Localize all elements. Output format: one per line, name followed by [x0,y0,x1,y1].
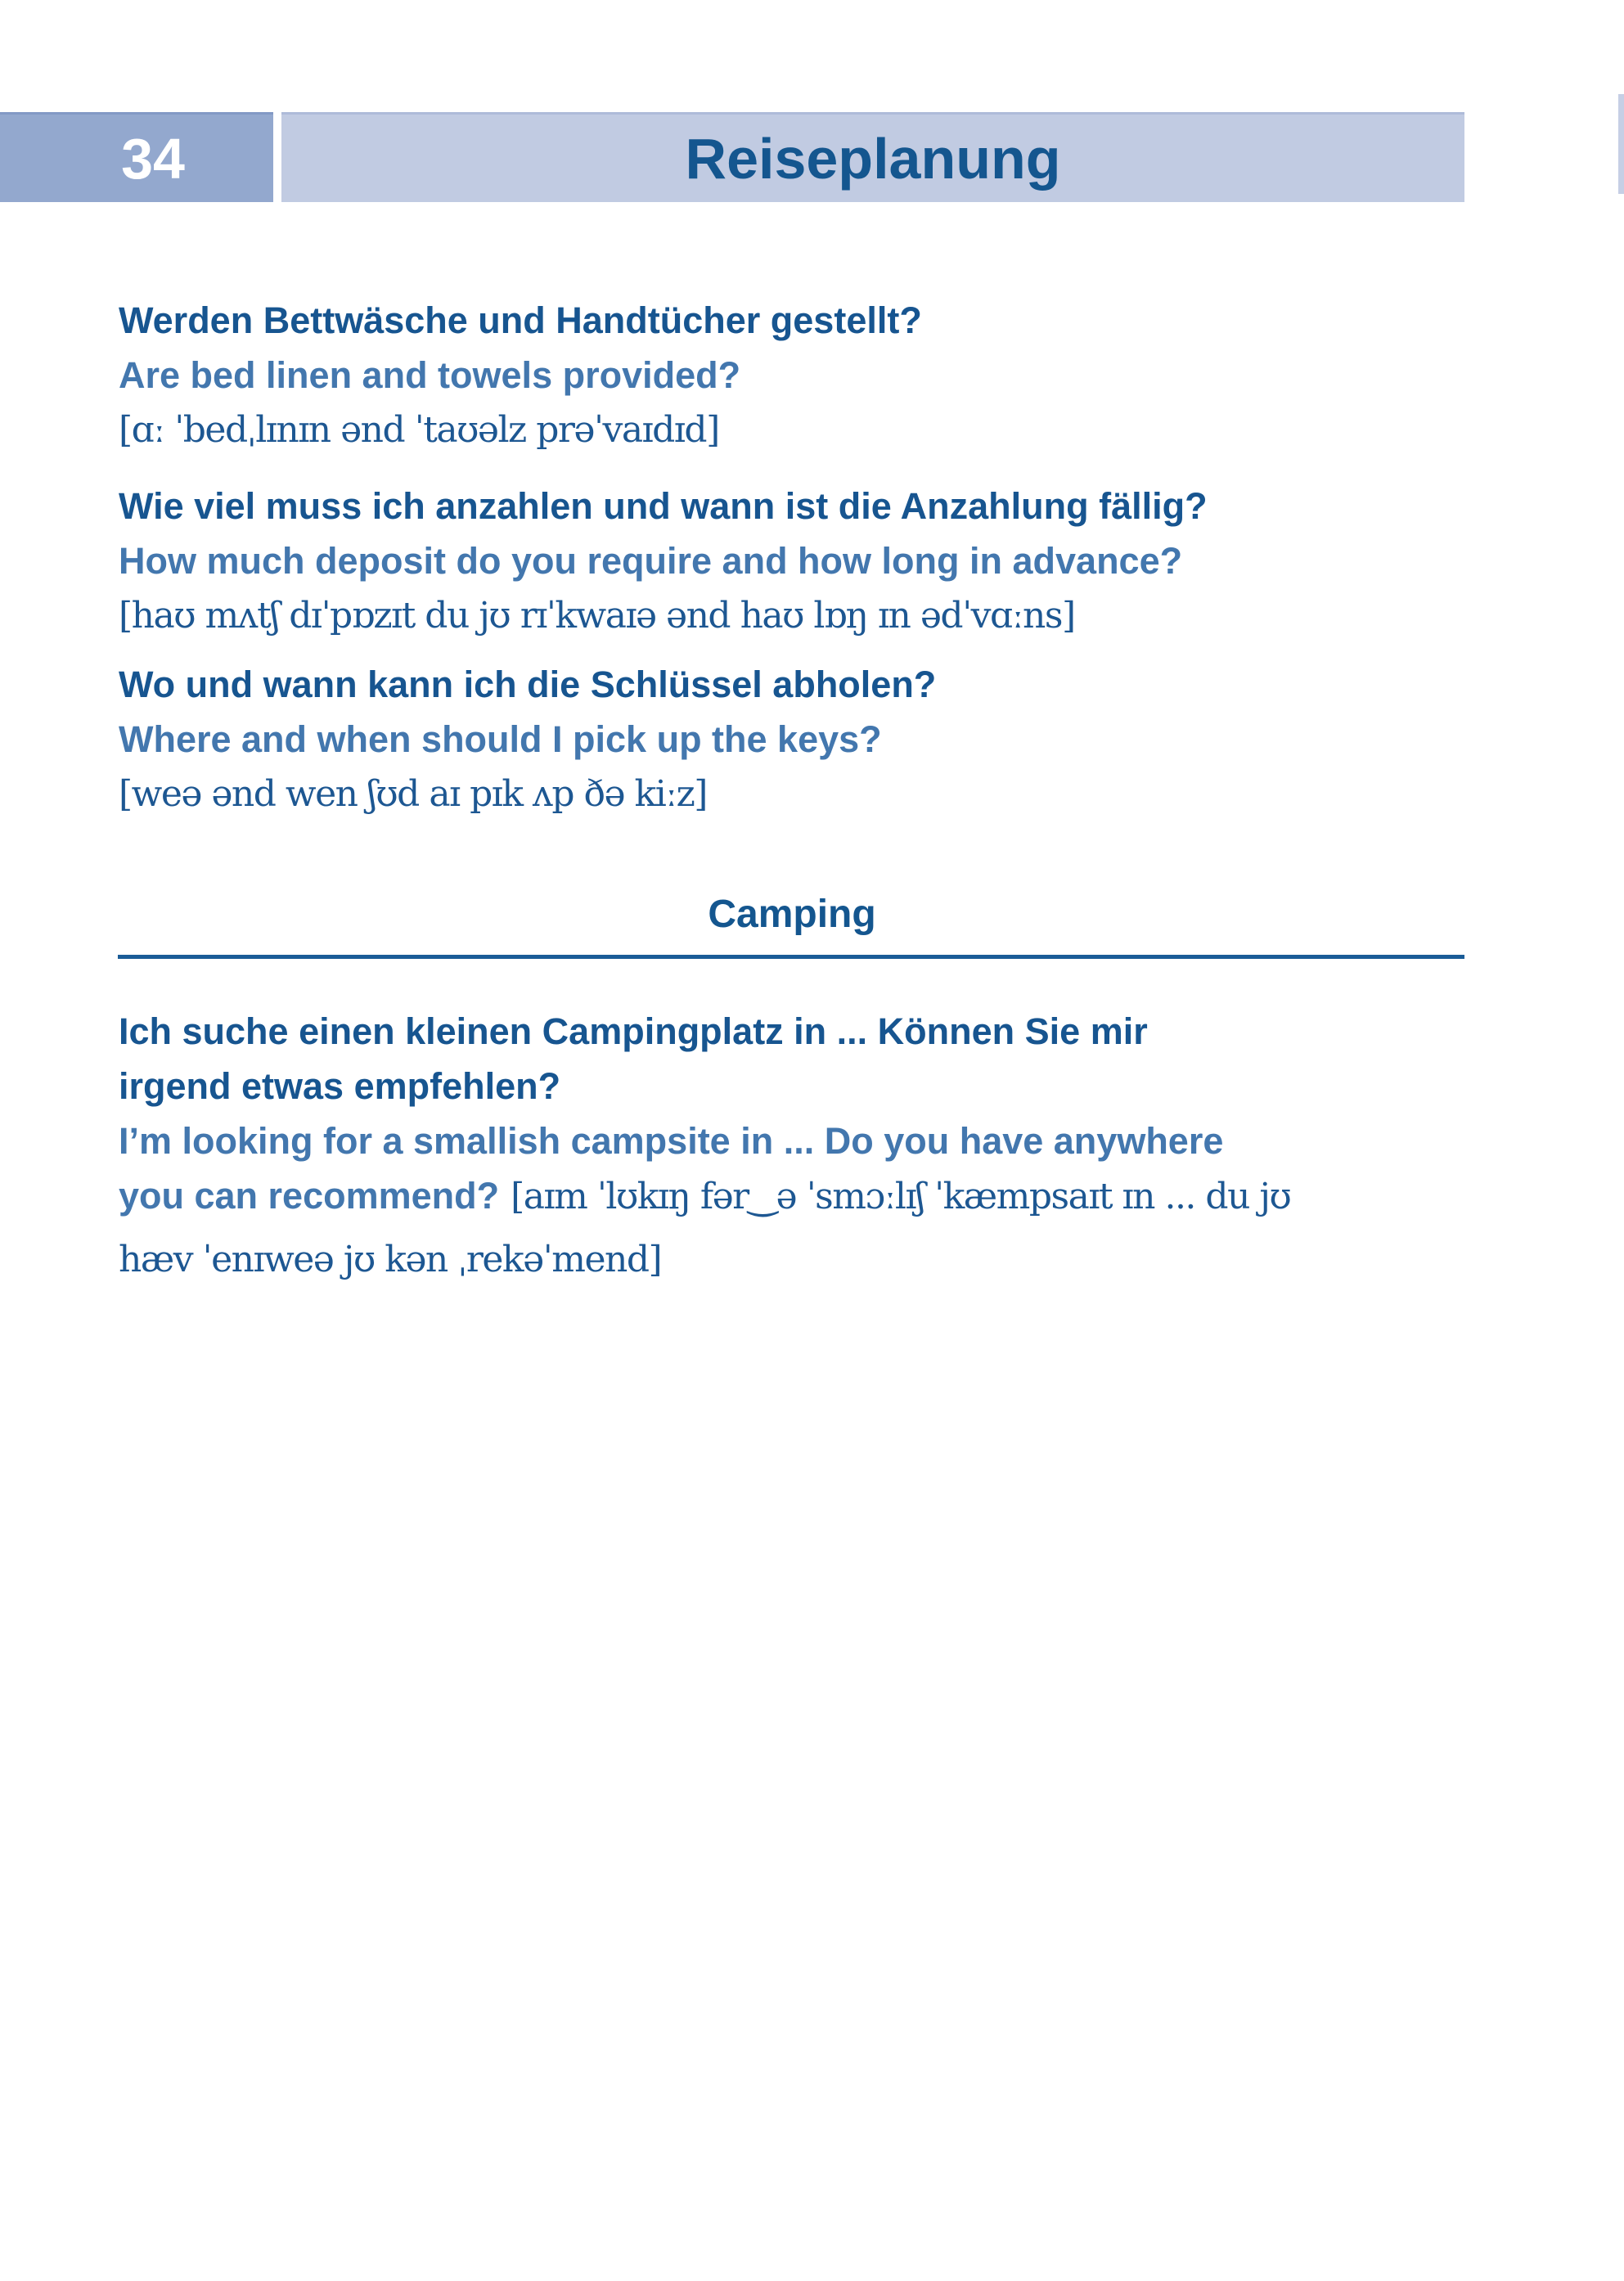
ipa-pronunciation-line: hæv ˈenɪweə jʊ kən ˌrekəˈmend] [119,1239,662,1280]
facing-page-edge [1618,94,1624,194]
phrase-block [119,657,1509,821]
german-phrase-line: Ich suche einen kleinen Campingplatz in ... Können Sie mir [119,1010,1148,1052]
ipa-pronunciation: [weə ənd wen ʃʊd aɪ pɪk ʌp ðə kiːz] [119,773,707,815]
phrase-block [119,1004,1509,1287]
english-translation: How much deposit do you require and how long in advance? [119,540,1183,582]
phrase-block [119,293,1509,457]
english-translation-line: you can recommend? [119,1175,500,1217]
german-phrase: Werden Bettwäsche und Handtücher gestellt? [119,299,922,341]
english-translation: Where and when should I pick up the keys? [119,718,882,760]
page-number: 34 [121,126,185,191]
german-phrase: Wie viel muss ich anzahlen und wann ist die Anzahlung fällig? [119,485,1208,527]
ipa-pronunciation: [aɪm ˈlʊkɪŋ fər‿ə ˈsmɔːlɪʃ ˈkæmpsaɪt ɪn ... du jʊ [511,1176,1291,1217]
section-heading: Camping [708,893,876,936]
english-translation: Are bed linen and towels provided? [119,354,741,396]
ipa-pronunciation: [haʊ mʌtʃ dɪˈpɒzɪt du jʊ rɪˈkwaɪə ənd haʊ lɒŋ ɪn ədˈvɑːns] [119,595,1075,637]
section-divider [118,955,1464,959]
ipa-pronunciation: [ɑː ˈbedˌlɪnɪn ənd ˈtaʊəlz prəˈvaɪdɪd] [119,409,719,451]
phrase-block [119,479,1509,643]
english-translation-line: I’m looking for a smallish campsite in ... Do you have anywhere [119,1120,1224,1162]
english-ipa-mixed-line [119,1168,1509,1232]
german-phrase: Wo und wann kann ich die Schlüssel abholen? [119,664,937,705]
chapter-title-bar [281,112,1464,202]
chapter-title: Reiseplanung [685,126,1061,191]
german-phrase-line: irgend etwas empfehlen? [119,1065,561,1107]
page-number-box [0,112,273,202]
